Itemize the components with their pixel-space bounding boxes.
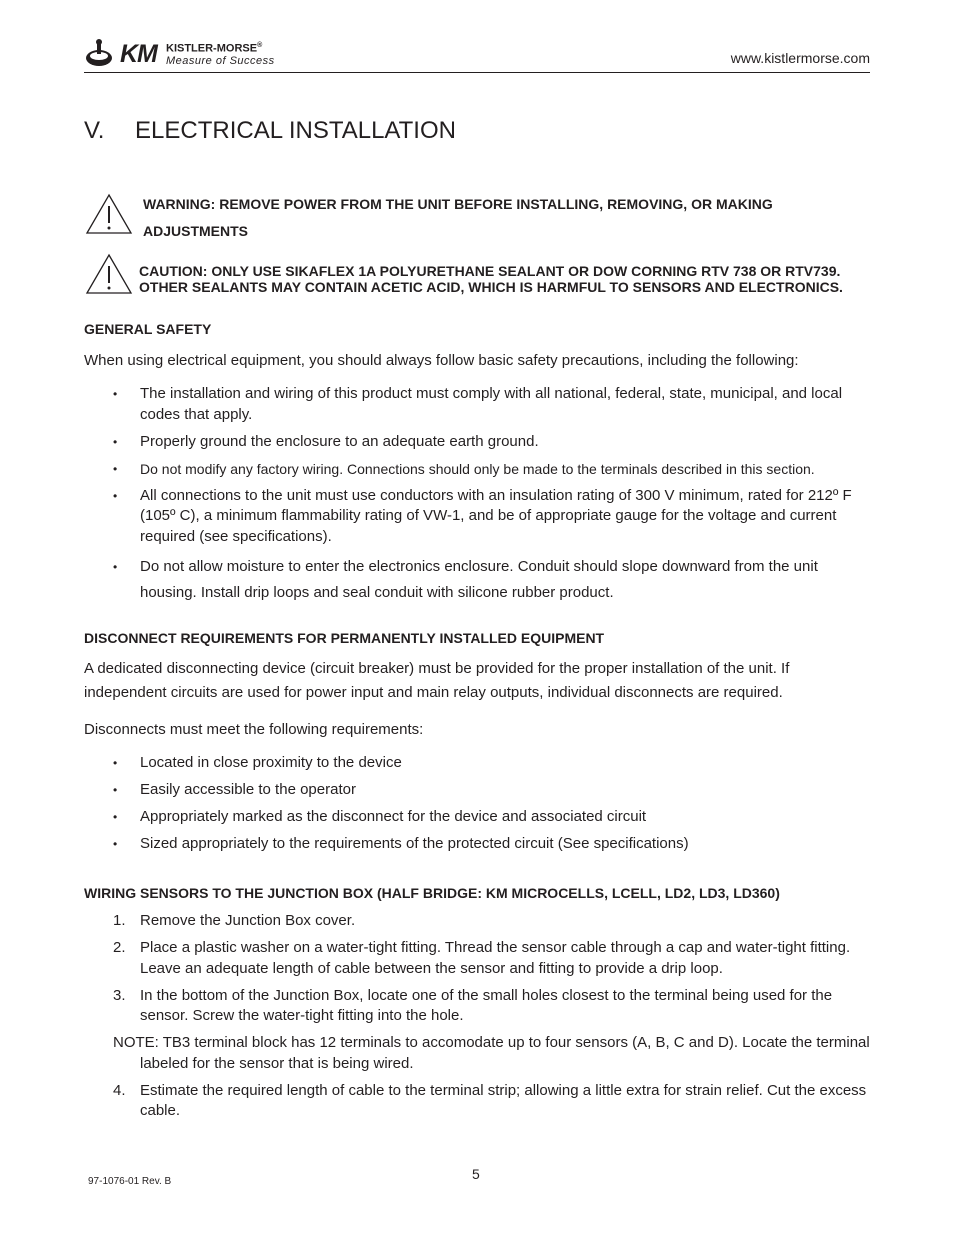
list-item	[113, 753, 873, 774]
note-text: NOTE: TB3 terminal block has 12 terminals to accomodate up to four sensors (A, B, C and D). Locate the terminal labeled for the sensor that is being wired.	[113, 1034, 870, 1072]
warning-text: WARNING: REMOVE POWER FROM THE UNIT BEFORE INSTALLING, REMOVING, OR MAKING ADJUSTMENTS	[143, 196, 773, 239]
disconnect-heading: DISCONNECT REQUIREMENTS FOR PERMANENTLY INSTALLED EQUIPMENT	[84, 630, 605, 646]
wiring-steps-list	[113, 911, 873, 1128]
bullet: •	[113, 387, 118, 401]
step-text: Estimate the required length of cable to the terminal strip; allowing a little extra for strain relief. Cut the excess cable.	[140, 1081, 867, 1119]
list-item-text: Do not allow moisture to enter the electronics enclosure. Conduit should slope downward from the unit housing. Install drip loops and seal conduit with silicone rubber product.	[140, 557, 818, 601]
step-item	[113, 986, 873, 1027]
logo-mark: KM	[120, 40, 157, 68]
wiring-heading: WIRING SENSORS TO THE JUNCTION BOX (HALF BRIDGE: KM MICROCELLS, LCELL, LD2, LD3, LD360)	[84, 885, 780, 901]
bullet: •	[113, 837, 118, 851]
list-item	[113, 807, 873, 828]
logo-name-text: KISTLER-MORSE	[166, 42, 258, 55]
warning-triangle-icon	[85, 193, 133, 235]
step-number: 4.	[113, 1081, 126, 1099]
logo-registered-mark: ®	[257, 42, 263, 49]
page-header	[84, 38, 870, 73]
caution-triangle-icon	[85, 253, 133, 295]
step-item	[113, 938, 873, 979]
list-item-text: Sized appropriately to the requirements of the protected circuit (See specifications)	[140, 835, 689, 852]
disconnect-paragraph: A dedicated disconnecting device (circuit breaker) must be provided for the proper installation of the unit. If independent circuits are used for power input and main relay outputs, individual disconnects are required.	[84, 660, 790, 701]
list-item	[113, 459, 873, 480]
disconnect-requirements-intro: Disconnects must meet the following requirements:	[84, 721, 424, 738]
section-number: V.	[84, 117, 105, 144]
step-number: 1.	[113, 912, 126, 929]
disconnect-requirements-list	[113, 753, 873, 861]
list-item	[113, 554, 873, 606]
bullet: •	[113, 559, 118, 574]
note-item	[113, 1033, 873, 1074]
list-item	[113, 780, 873, 801]
website-url: www.kistlermorse.com	[730, 50, 870, 66]
caution-text: CAUTION: ONLY USE SIKAFLEX 1A POLYURETHANE SEALANT OR DOW CORNING RTV 738 OR RTV739. OTHER SEALANTS MAY CONTAIN ACETIC ACID, WHICH IS HARMFUL TO SENSORS AND ELECTRONICS.	[139, 263, 843, 295]
step-text: Place a plastic washer on a water-tight fitting. Thread the sensor cable through a cap and water-tight fitting. Leave an adequate length of cable between the sensor and fitting to provide a drip loop.	[140, 939, 851, 977]
logo-tagline: Measure of Success	[166, 55, 275, 67]
step-text: Remove the Junction Box cover.	[140, 912, 356, 929]
list-item	[113, 384, 873, 425]
section-title	[84, 117, 456, 145]
bullet: •	[113, 434, 118, 449]
list-item-text: Properly ground the enclosure to an adequate earth ground.	[140, 432, 539, 450]
step-item	[113, 1081, 873, 1122]
list-item	[113, 432, 873, 453]
list-item-text: Appropriately marked as the disconnect for the device and associated circuit	[140, 808, 647, 825]
list-item	[113, 834, 873, 855]
list-item-text: Located in close proximity to the device	[140, 754, 402, 771]
step-text: In the bottom of the Junction Box, locate one of the small holes closest to the terminal being used for the sensor. Screw the water-tight fitting into the hole.	[140, 986, 833, 1024]
step-number: 3.	[113, 986, 126, 1004]
page-number: 5	[472, 1166, 480, 1182]
bullet: •	[113, 461, 118, 476]
logo-name	[166, 42, 262, 55]
general-safety-heading: GENERAL SAFETY	[84, 321, 212, 337]
list-item-text: Easily accessible to the operator	[140, 781, 356, 798]
document-id: 97-1076-01 Rev. B	[88, 1176, 172, 1187]
list-item-text: The installation and wiring of this product must comply with all national, federal, state, municipal, and local codes that apply.	[140, 385, 843, 423]
list-item-text: All connections to the unit must use conductors with an insulation rating of 300 V minimum, rated for 212º F (105º C), a minimum flammability rating of VW-1, and be of appropriate gauge for the voltage and current required (see specifications).	[140, 486, 852, 545]
general-safety-intro: When using electrical equipment, you should always follow basic safety precautions, including the following:	[84, 352, 799, 369]
list-item-text: Do not modify any factory wiring. Connections should only be made to the terminals described in this section.	[140, 460, 815, 477]
bullet: •	[113, 783, 118, 797]
bullet: •	[113, 756, 118, 770]
bullet: •	[113, 488, 118, 503]
section-title-text: ELECTRICAL INSTALLATION	[135, 117, 456, 144]
bullet: •	[113, 810, 118, 824]
step-item	[113, 911, 873, 932]
general-safety-list	[113, 384, 873, 612]
list-item	[113, 486, 873, 548]
step-number: 2.	[113, 939, 126, 956]
logo-emblem-icon	[84, 38, 116, 70]
